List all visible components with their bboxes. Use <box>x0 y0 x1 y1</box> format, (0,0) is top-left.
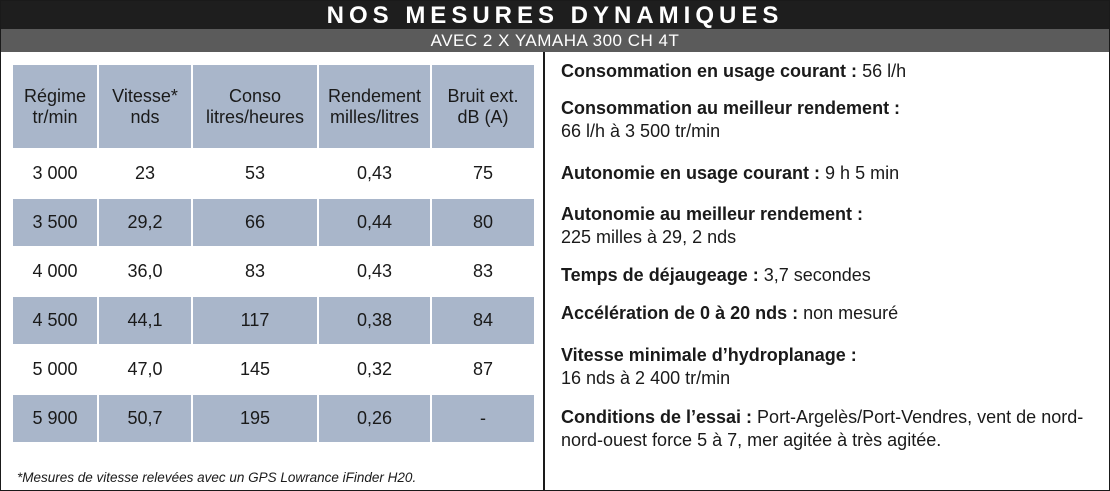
table-cell: 0,44 <box>319 199 430 246</box>
detail-value: 9 h 5 min <box>825 163 900 183</box>
table-cell: 47,0 <box>127 359 163 379</box>
table-footnote: *Mesures de vitesse relevées avec un GPS Lowrance iFinder H20. <box>17 470 417 485</box>
column-header-conso <box>193 65 317 148</box>
detail-item <box>561 406 1106 452</box>
column-header-line: Régime <box>23 85 87 106</box>
table-header-row <box>13 65 534 148</box>
table-row <box>13 248 534 295</box>
panel-subtitle: AVEC 2 X YAMAHA 300 CH 4T <box>1 29 1109 52</box>
table-cell: 3 500 <box>13 199 97 246</box>
table-cell: 84 <box>432 297 534 344</box>
column-header-line: Bruit ext. <box>447 85 519 106</box>
detail-value: 16 nds à 2 400 tr/min <box>561 368 731 388</box>
column-header-line: Rendement <box>327 85 422 106</box>
detail-value: non mesuré <box>803 303 899 323</box>
column-header-regime <box>13 65 97 148</box>
detail-item <box>561 162 1106 185</box>
detail-value: 56 l/h <box>862 61 907 81</box>
column-header-line: Conso <box>228 85 282 106</box>
table-cell: 75 <box>472 163 494 183</box>
table-cell: 53 <box>244 163 266 183</box>
table-cell: 87 <box>472 359 494 379</box>
measurements-table <box>11 63 536 444</box>
detail-label: Consommation en usage courant : <box>561 61 858 81</box>
detail-item <box>561 302 1106 325</box>
table-cell: 36,0 <box>127 261 163 281</box>
table-row <box>13 199 534 246</box>
column-header-line: dB (A) <box>457 106 509 127</box>
table-row <box>13 150 534 197</box>
table-cell: 83 <box>244 261 266 281</box>
detail-item <box>561 203 1106 249</box>
column-header-bruit <box>432 65 534 148</box>
column-header-vitesse <box>99 65 191 148</box>
table-row <box>13 297 534 344</box>
table-cell: 44,1 <box>99 297 191 344</box>
detail-value: 225 milles à 29, 2 nds <box>561 227 737 247</box>
column-header-line: tr/min <box>32 106 78 127</box>
column-header-line: milles/litres <box>329 106 419 127</box>
table-cell: 83 <box>472 261 494 281</box>
details-section <box>547 52 1109 490</box>
detail-value: 3,7 secondes <box>763 265 871 285</box>
table-cell: - <box>432 395 534 442</box>
table-cell: 80 <box>432 199 534 246</box>
table-cell: 4 000 <box>32 261 78 281</box>
detail-item <box>561 264 1106 287</box>
table-cell: 66 <box>193 199 317 246</box>
detail-label: Consommation au meilleur rendement : <box>561 98 901 118</box>
table-cell: 195 <box>193 395 317 442</box>
column-header-line: litres/heures <box>205 106 305 127</box>
table-cell: 3 000 <box>32 163 78 183</box>
table-cell: 4 500 <box>13 297 97 344</box>
detail-label: Vitesse minimale d’hydroplanage : <box>561 345 857 365</box>
measurements-table-section <box>1 52 545 490</box>
column-header-rendement <box>319 65 430 148</box>
detail-label: Autonomie en usage courant : <box>561 163 821 183</box>
table-cell: 0,38 <box>319 297 430 344</box>
table-cell: 50,7 <box>99 395 191 442</box>
table-cell: 0,26 <box>319 395 430 442</box>
table-cell: 29,2 <box>99 199 191 246</box>
table-row <box>13 346 534 393</box>
detail-label: Accélération de 0 à 20 nds : <box>561 303 799 323</box>
detail-value: 66 l/h à 3 500 tr/min <box>561 121 721 141</box>
table-cell: 145 <box>239 359 271 379</box>
table-cell: 117 <box>193 297 317 344</box>
detail-value: Port-Argelès/Port-Vendres, vent de nord-nord-ouest force 5 à 7, mer agitée à très agitée. <box>561 407 1084 450</box>
detail-label: Conditions de l’essai : <box>561 407 753 427</box>
column-header-line: nds <box>130 106 160 127</box>
table-cell: 0,43 <box>356 261 393 281</box>
table-cell: 5 900 <box>13 395 97 442</box>
detail-label: Autonomie au meilleur rendement : <box>561 204 864 224</box>
detail-label: Temps de déjaugeage : <box>561 265 759 285</box>
panel-title: NOS MESURES DYNAMIQUES <box>1 1 1109 29</box>
table-row <box>13 395 534 442</box>
column-header-line: Vitesse* <box>112 85 178 106</box>
detail-item <box>561 60 1106 83</box>
detail-item <box>561 97 1106 143</box>
detail-item <box>561 344 1106 390</box>
table-cell: 5 000 <box>32 359 78 379</box>
table-cell: 23 <box>134 163 156 183</box>
table-cell: 0,32 <box>356 359 393 379</box>
table-cell: 0,43 <box>356 163 393 183</box>
